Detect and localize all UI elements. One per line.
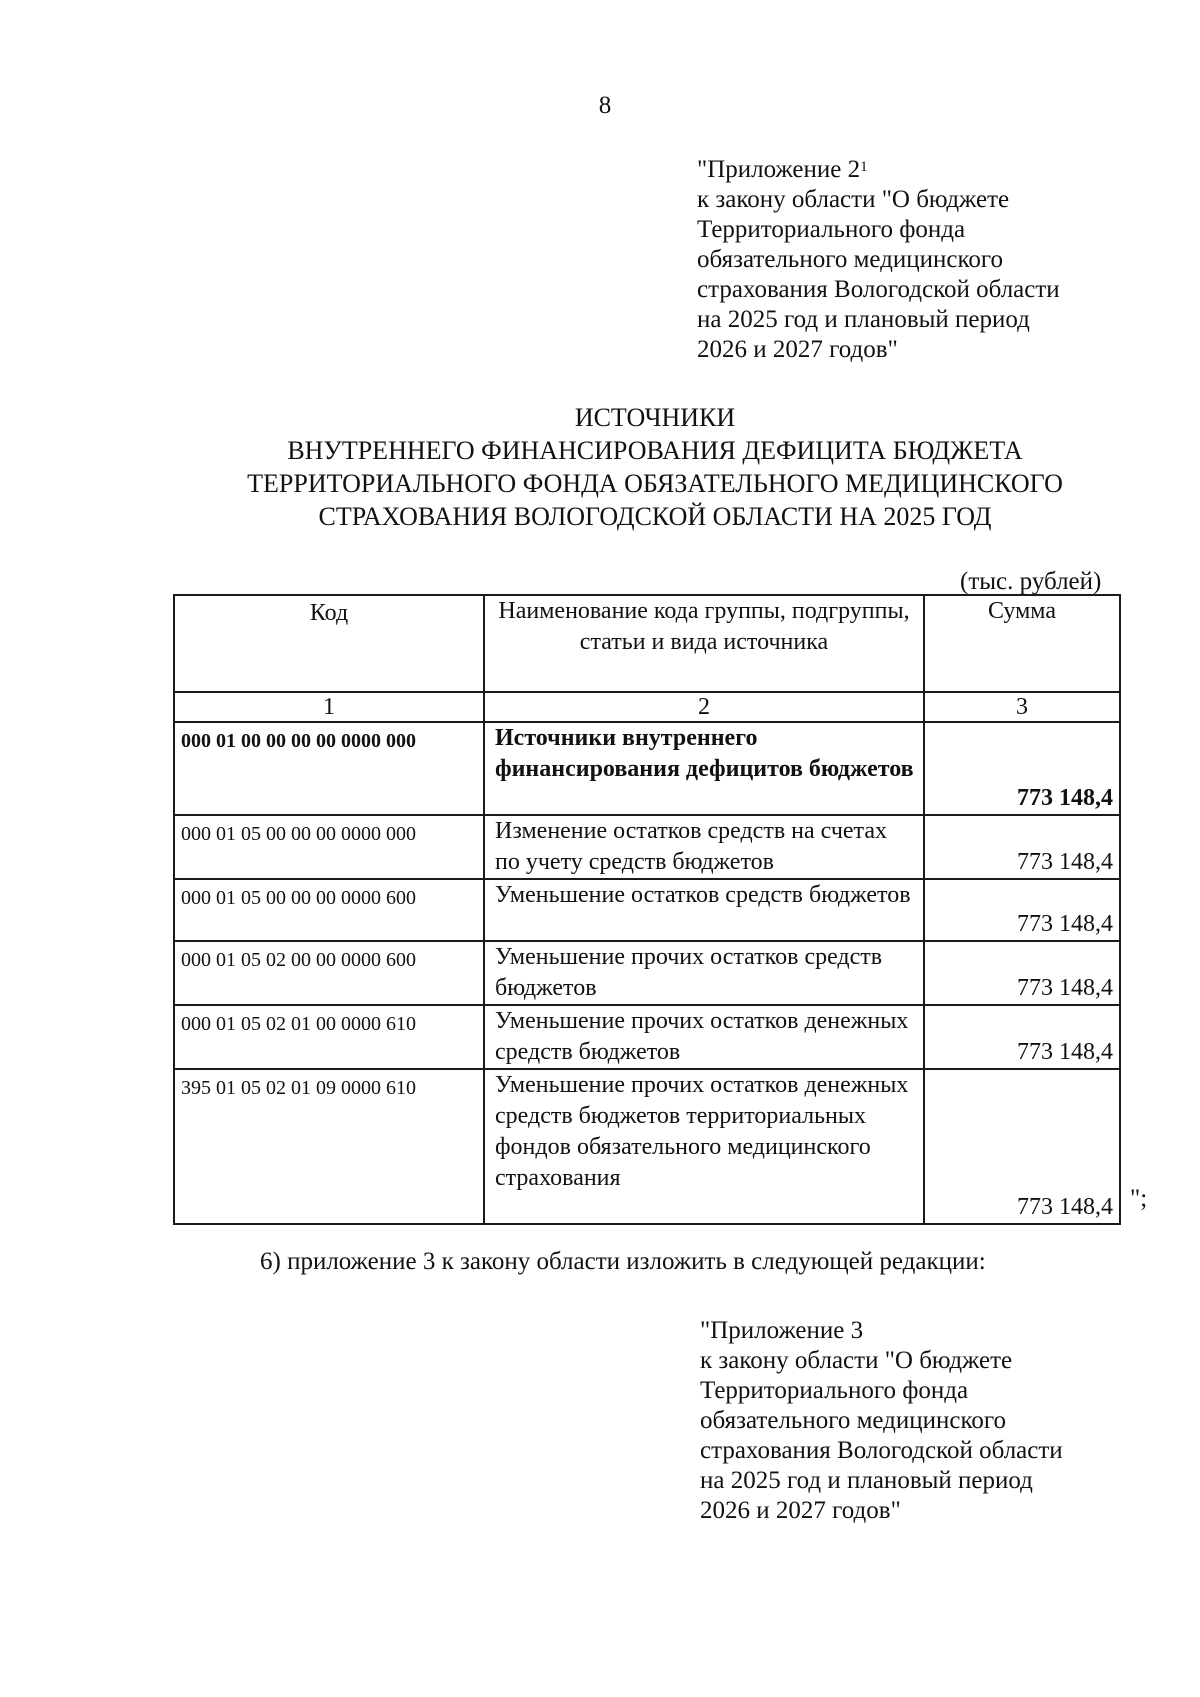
units-label: (тыс. рублей) — [960, 568, 1102, 595]
annex-line: Территориального фонда — [700, 1377, 969, 1404]
table-header-row — [174, 595, 1120, 692]
row-sum: 773 148,4 — [924, 815, 1120, 879]
amendment-instruction: 6) приложение 3 к закону области изложить в следующей редакции: — [260, 1248, 986, 1275]
title-line: ИСТОЧНИКИ — [574, 403, 736, 432]
row-name: Уменьшение прочих остатков средств бюджетов — [484, 941, 924, 1005]
sources-table — [173, 594, 1121, 1225]
row-code: 000 01 00 00 00 00 0000 000 — [174, 722, 484, 815]
row-sum: 773 148,4 — [924, 1069, 1120, 1224]
annex-header-top — [697, 155, 1060, 365]
annex-header-bottom — [700, 1316, 1063, 1526]
table-row — [174, 815, 1120, 879]
annex-title-text: "Приложение 2 — [697, 156, 861, 183]
row-code: 000 01 05 02 01 00 0000 610 — [174, 1005, 484, 1069]
table-row — [174, 722, 1120, 815]
row-sum: 773 148,4 — [924, 879, 1120, 941]
title-line: ТЕРРИТОРИАЛЬНОГО ФОНДА ОБЯЗАТЕЛЬНОГО МЕДИЦИНСКОГО — [247, 469, 1063, 498]
header-sum: Сумма — [924, 595, 1120, 692]
annex-title-superscript: 1 — [860, 159, 868, 175]
row-code: 395 01 05 02 01 09 0000 610 — [174, 1069, 484, 1224]
annex-line: на 2025 год и плановый период — [700, 1467, 1033, 1494]
row-sum: 773 148,4 — [924, 941, 1120, 1005]
row-name: Источники внутреннего финансирования дефицитов бюджетов — [484, 722, 924, 815]
column-number: 1 — [174, 692, 484, 722]
annex-line: обязательного медицинского — [700, 1407, 1007, 1434]
annex-line: "Приложение 3 — [700, 1317, 864, 1344]
title-line: ВНУТРЕННЕГО ФИНАНСИРОВАНИЯ ДЕФИЦИТА БЮДЖЕТА — [287, 436, 1023, 465]
row-sum: 773 148,4 — [924, 1005, 1120, 1069]
row-name: Уменьшение остатков средств бюджетов — [484, 879, 924, 941]
table-row — [174, 1069, 1120, 1224]
table-row — [174, 879, 1120, 941]
column-number: 3 — [924, 692, 1120, 722]
annex-line: к закону области "О бюджете — [697, 186, 1010, 213]
annex-line: обязательного медицинского — [697, 246, 1004, 273]
row-sum: 773 148,4 — [924, 722, 1120, 815]
title-line: СТРАХОВАНИЯ ВОЛОГОДСКОЙ ОБЛАСТИ НА 2025 ГОД — [318, 502, 992, 531]
row-name: Уменьшение прочих остатков денежных средств бюджетов — [484, 1005, 924, 1069]
annex-title — [697, 155, 1060, 185]
column-number-row — [174, 692, 1120, 722]
annex-line: страхования Вологодской области — [700, 1437, 1063, 1464]
annex-line: страхования Вологодской области — [697, 276, 1060, 303]
annex-line: 2026 и 2027 годов" — [700, 1497, 901, 1524]
header-name: Наименование кода группы, подгруппы, статьи и вида источника — [484, 595, 924, 692]
page-number: 8 — [598, 92, 612, 119]
annex-line: 2026 и 2027 годов" — [697, 336, 898, 363]
row-name: Изменение остатков средств на счетах по учету средств бюджетов — [484, 815, 924, 879]
row-code: 000 01 05 02 00 00 0000 600 — [174, 941, 484, 1005]
table-row — [174, 1005, 1120, 1069]
annex-line: Территориального фонда — [697, 216, 966, 243]
row-code: 000 01 05 00 00 00 0000 000 — [174, 815, 484, 879]
annex-line: на 2025 год и плановый период — [697, 306, 1030, 333]
column-number: 2 — [484, 692, 924, 722]
closing-quote-mark: "; — [1130, 1185, 1148, 1212]
header-code: Код — [174, 595, 484, 692]
row-name: Уменьшение прочих остатков денежных средств бюджетов территориальных фондов обязательного медицинского страхования — [484, 1069, 924, 1224]
row-code: 000 01 05 00 00 00 0000 600 — [174, 879, 484, 941]
table-row — [174, 941, 1120, 1005]
annex-line: к закону области "О бюджете — [700, 1347, 1013, 1374]
document-title — [0, 401, 1200, 533]
